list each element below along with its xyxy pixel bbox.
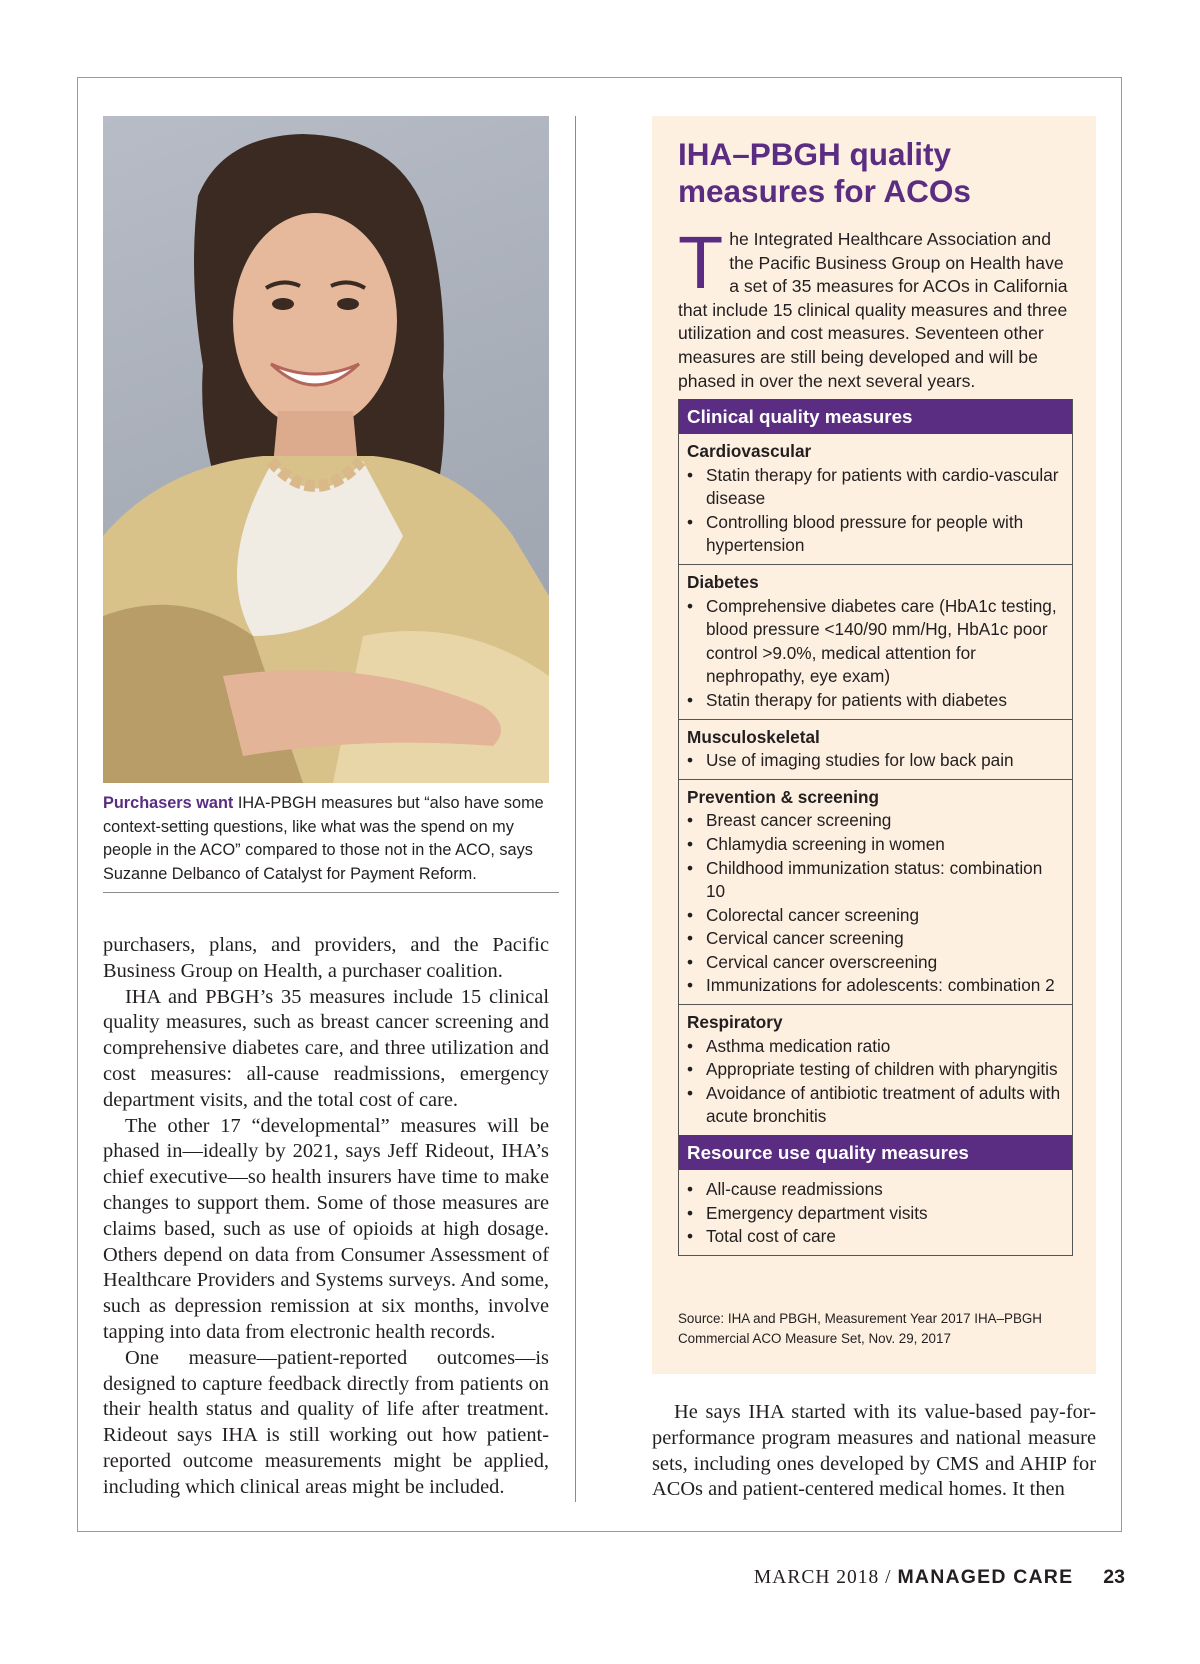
list-item: • Controlling blood pressure for people with hypertension [687,511,1064,558]
source-note: Source: IHA and PBGH, Measurement Year 2017 IHA–PBGH Commercial ACO Measure Set, Nov. 29, 2017 [678,1311,1042,1346]
left-paragraph-3: The other 17 “developmental” measures will be phased in—ideally by 2021, says Jeff Rideout, IHA’s chief executive—so health insurers have time to make changes to support them. Some of those measures are claims based, such as use of opioids at high dosage. Others depend on data from Consumer Assessment of Healthcare Providers and Systems surveys. And some, such as depression remission at six months, involve tapping into data from electronic health records. [103,1114,549,1343]
group-prevention-screening [679,780,1072,1005]
list-item: • All-cause readmissions [687,1178,1064,1202]
sidebar-title: IHA–PBGH quality measures for ACOs [678,136,971,209]
list-item: • Asthma medication ratio [687,1035,1064,1059]
group-resource-use [679,1170,1072,1255]
list-item: • Use of imaging studies for low back pain [687,749,1064,773]
group-respiratory [679,1005,1072,1135]
list-item: • Appropriate testing of children with pharyngitis [687,1058,1064,1082]
group-title: Cardiovascular [687,441,812,461]
group-cardiovascular [679,434,1072,565]
group-diabetes [679,565,1072,720]
page-footer [754,1566,1125,1589]
list-item: • Cervical cancer overscreening [687,951,1064,975]
sidebar-intro-text: he Integrated Healthcare Association and the Pacific Business Group on Health have a set of 35 measures for ACOs in California that include 15 clinical quality measures and three utilization and cost measures. Seventeen other measures are still being developed and will be phased in over the next several years. [678,229,1068,391]
left-paragraph-2: IHA and PBGH’s 35 measures include 15 clinical quality measures, such as breast cancer screening and comprehensive diabetes care, and three utilization and cost measures: all-cause readmissions, emergency department visits, and the total cost of care. [103,985,549,1111]
list-item: • Childhood immunization status: combination 10 [687,857,1064,904]
caption-text: IHA-PBGH measures but “also have some context-setting questions, like what was the spend on my people in the ACO” compared to those not in the ACO, says Suzanne Delbanco of Catalyst for Payment Reform. [103,794,544,883]
photo-caption [103,792,559,886]
list-item: • Breast cancer screening [687,809,1064,833]
group-title: Respiratory [687,1012,783,1033]
measures-table [678,399,1073,1256]
sidebar-box [652,116,1096,1374]
list-item: • Statin therapy for patients with diabetes [687,689,1064,713]
group-title: Diabetes [687,571,759,592]
list-item: • Total cost of care [687,1225,1064,1249]
list-item: • Colorectal cancer screening [687,904,1064,928]
list-item: • Comprehensive diabetes care (HbA1c testing, blood pressure <140/90 mm/Hg, HbA1c poor control >9.0%, medical attention for nephropathy, eye exam) [687,595,1064,689]
list-item: • Chlamydia screening in women [687,833,1064,857]
footer-magazine: MANAGED CARE [897,1566,1074,1588]
sidebar-intro [678,221,1074,393]
column-divider [575,116,576,1502]
group-musculoskeletal [679,720,1072,780]
portrait-illustration [103,116,549,783]
right-paragraph-1: He says IHA started with its value-based pay-for-performance program measures and national measure sets, including ones developed by CMS and AHIP for ACOs and patient-centered medical homes. It then [652,1401,1096,1501]
left-paragraph-4: One measure—patient-reported outcomes—is designed to capture feedback directly from patients on their health status and quality of life after treatment. Rideout says IHA is still working out how patient-reported outcome measurements might be applied, including which clinical areas might be included. [103,1346,549,1498]
footer-date: MARCH 2018 / [753,1567,898,1588]
group-title: Musculoskeletal [687,726,820,747]
group-title: Prevention & screening [687,786,879,807]
left-paragraph-1: purchasers, plans, and providers, and the Pacific Business Group on Health, a purchaser coalition. [103,934,549,982]
list-item: • Statin therapy for patients with cardio-vascular disease [687,464,1064,511]
resource-measures-header: Resource use quality measures [679,1135,1072,1170]
list-item: • Emergency department visits [687,1202,1064,1226]
right-column-text [652,1400,1096,1503]
list-item: • Avoidance of antibiotic treatment of adults with acute bronchitis [687,1082,1064,1129]
caption-lead: Purchasers want [103,794,234,812]
drop-cap: T [678,221,724,304]
clinical-measures-header: Clinical quality measures [679,399,1072,434]
portrait-photo [103,116,549,783]
page-number: 23 [1103,1566,1125,1588]
left-column-text [103,933,549,1501]
list-item: • Cervical cancer screening [687,927,1064,951]
list-item: • Immunizations for adolescents: combination 2 [687,974,1064,998]
caption-rule [103,892,559,893]
